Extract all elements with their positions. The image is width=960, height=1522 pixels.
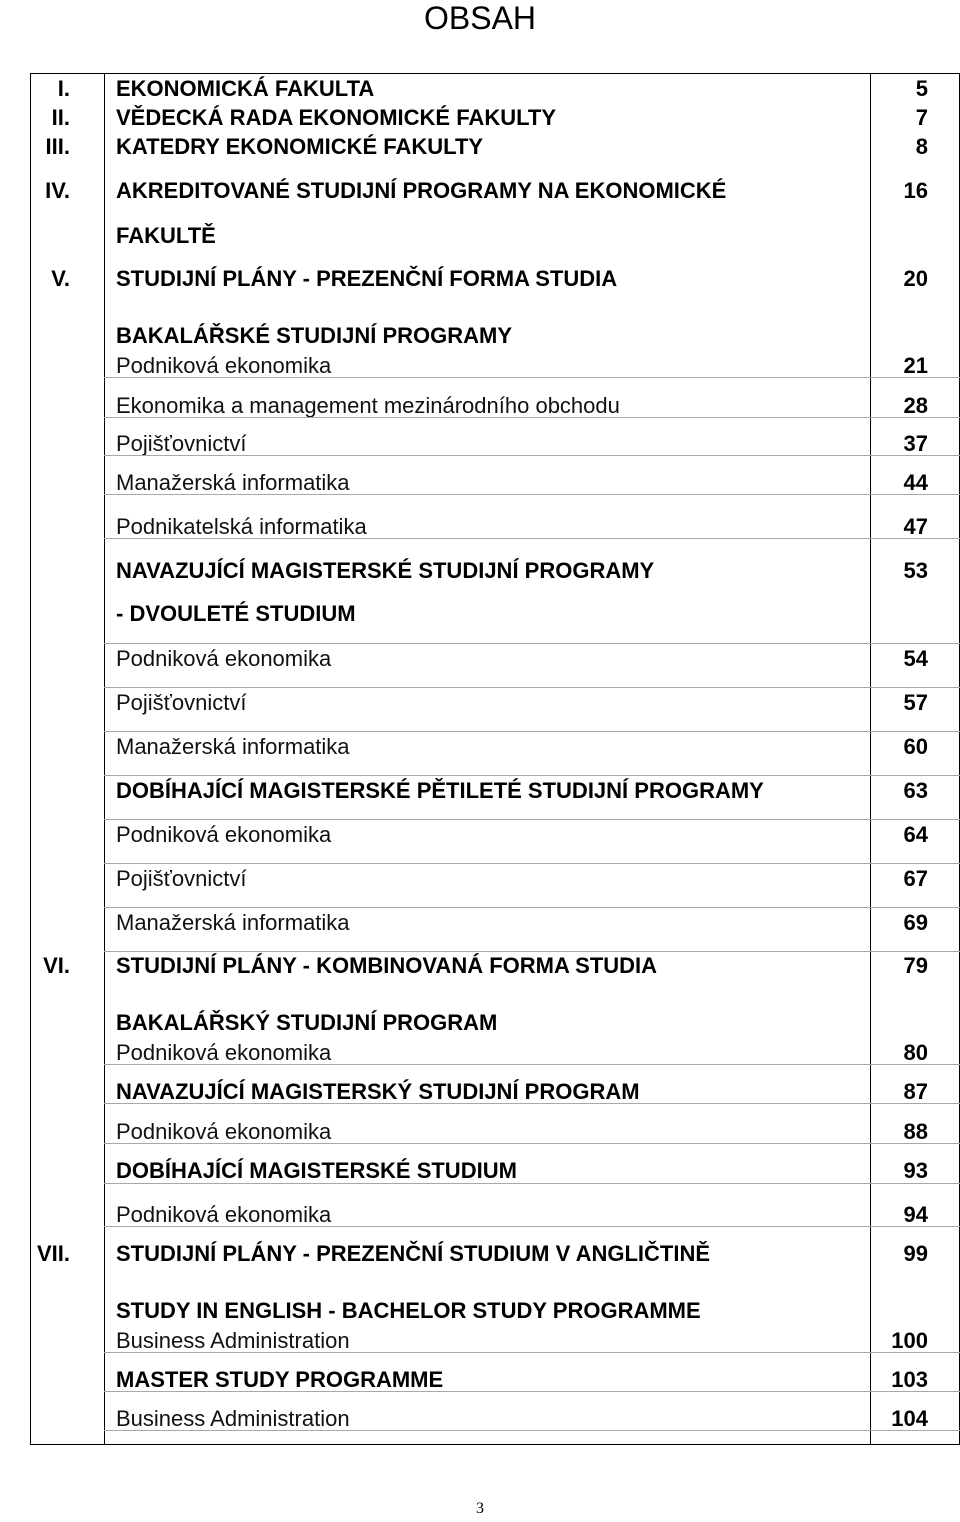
toc-entry-label: Business Administration bbox=[116, 1328, 350, 1353]
toc-entry-number: VII. bbox=[36, 1241, 70, 1266]
toc-entry-label: Manažerská informatika bbox=[116, 734, 350, 759]
toc-entry-label: Podniková ekonomika bbox=[116, 1040, 332, 1065]
toc-entry-page: 99 bbox=[903, 1241, 928, 1266]
toc-entry-label: BAKALÁŘSKÉ STUDIJNÍ PROGRAMY bbox=[116, 323, 513, 348]
row-divider bbox=[104, 1391, 960, 1392]
toc-entry-page: 79 bbox=[903, 953, 928, 978]
row-divider bbox=[104, 951, 960, 952]
toc-entry-page: 16 bbox=[903, 178, 928, 203]
toc-entry-page: 93 bbox=[903, 1158, 928, 1183]
toc-entry-label: Manažerská informatika bbox=[116, 470, 350, 495]
toc-entry-page: 44 bbox=[903, 470, 928, 495]
toc-entry-page: 7 bbox=[915, 105, 928, 130]
toc-entry-number: II. bbox=[51, 105, 70, 130]
toc-entry-page: 5 bbox=[915, 76, 928, 101]
toc-entry-page: 21 bbox=[903, 353, 928, 378]
page-number: 3 bbox=[476, 1500, 484, 1517]
toc-entry-label: BAKALÁŘSKÝ STUDIJNÍ PROGRAM bbox=[116, 1010, 498, 1035]
toc-entry-label: Pojišťovnictví bbox=[116, 431, 247, 456]
row-divider bbox=[104, 1064, 960, 1065]
toc-entry-page: 47 bbox=[903, 514, 928, 539]
toc-entry-label: NAVAZUJÍCÍ MAGISTERSKÉ STUDIJNÍ PROGRAMY bbox=[116, 558, 655, 583]
row-divider bbox=[104, 863, 960, 864]
toc-entry-page: 60 bbox=[903, 734, 928, 759]
toc-entry-page: 103 bbox=[891, 1367, 928, 1392]
row-divider bbox=[104, 1352, 960, 1353]
toc-entry-label: KATEDRY EKONOMICKÉ FAKULTY bbox=[116, 134, 484, 159]
toc-entry-label: FAKULTĚ bbox=[116, 223, 216, 248]
row-divider bbox=[104, 731, 960, 732]
row-divider bbox=[104, 1103, 960, 1104]
toc-entry-page: 67 bbox=[903, 866, 928, 891]
row-divider bbox=[104, 643, 960, 644]
toc-entry-page: 104 bbox=[891, 1406, 928, 1431]
row-divider bbox=[104, 687, 960, 688]
toc-entry-page: 87 bbox=[903, 1079, 928, 1104]
toc-entry-page: 63 bbox=[903, 778, 928, 803]
row-divider bbox=[104, 907, 960, 908]
toc-entry-label: NAVAZUJÍCÍ MAGISTERSKÝ STUDIJNÍ PROGRAM bbox=[116, 1079, 640, 1104]
toc-entry-label: DOBÍHAJÍCÍ MAGISTERSKÉ STUDIUM bbox=[116, 1158, 517, 1183]
toc-entry-label: Pojišťovnictví bbox=[116, 866, 247, 891]
row-divider bbox=[104, 1226, 960, 1227]
toc-entry-page: 54 bbox=[903, 646, 928, 671]
toc-entry-page: 64 bbox=[903, 822, 928, 847]
toc-entry-label: STUDIJNÍ PLÁNY - PREZENČNÍ FORMA STUDIA bbox=[116, 266, 618, 291]
row-divider bbox=[104, 377, 960, 378]
toc-entry-label: Podniková ekonomika bbox=[116, 353, 332, 378]
toc-entry-number: III. bbox=[45, 134, 70, 159]
table-of-contents bbox=[30, 73, 960, 1445]
toc-entry-number: IV. bbox=[45, 178, 70, 203]
row-divider bbox=[104, 1143, 960, 1144]
toc-entry-label: STUDIJNÍ PLÁNY - KOMBINOVANÁ FORMA STUDIA bbox=[116, 953, 658, 978]
row-divider bbox=[104, 775, 960, 776]
toc-entry-label: VĚDECKÁ RADA EKONOMICKÉ FAKULTY bbox=[116, 105, 557, 130]
toc-entry-label: Podniková ekonomika bbox=[116, 1202, 332, 1227]
row-divider bbox=[104, 1183, 960, 1184]
toc-entry-number: V. bbox=[51, 266, 70, 291]
row-divider bbox=[104, 417, 960, 418]
toc-entry-label: DOBÍHAJÍCÍ MAGISTERSKÉ PĚTILETÉ STUDIJNÍ PROGRAMY bbox=[116, 778, 764, 803]
toc-entry-page: 88 bbox=[903, 1119, 928, 1144]
toc-entry-label: STUDIJNÍ PLÁNY - PREZENČNÍ STUDIUM V ANGLIČTINĚ bbox=[116, 1241, 711, 1266]
row-divider bbox=[104, 1430, 960, 1431]
toc-entry-page: 57 bbox=[903, 690, 928, 715]
toc-entry-page: 80 bbox=[903, 1040, 928, 1065]
toc-entry-number: I. bbox=[57, 76, 70, 101]
toc-entry-page: 94 bbox=[903, 1202, 928, 1227]
toc-entry-label: Manažerská informatika bbox=[116, 910, 350, 935]
row-divider bbox=[104, 538, 960, 539]
toc-entry-label: Pojišťovnictví bbox=[116, 690, 247, 715]
toc-entry-label: EKONOMICKÁ FAKULTA bbox=[116, 76, 375, 101]
column-divider-left bbox=[104, 73, 105, 1445]
column-divider-right bbox=[870, 73, 871, 1445]
toc-entry-number: VI. bbox=[43, 953, 70, 978]
toc-entry-page: 69 bbox=[903, 910, 928, 935]
row-divider bbox=[104, 455, 960, 456]
toc-entry-label: Podnikatelská informatika bbox=[116, 514, 367, 539]
row-divider bbox=[104, 494, 960, 495]
toc-entry-label: MASTER STUDY PROGRAMME bbox=[116, 1367, 444, 1392]
toc-entry-page: 37 bbox=[903, 431, 928, 456]
toc-entry-label: Podniková ekonomika bbox=[116, 646, 332, 671]
row-divider bbox=[104, 819, 960, 820]
toc-entry-page: 20 bbox=[903, 266, 928, 291]
toc-entry-label: Podniková ekonomika bbox=[116, 1119, 332, 1144]
toc-entry-label: STUDY IN ENGLISH - BACHELOR STUDY PROGRAMME bbox=[116, 1298, 701, 1323]
page-title: OBSAH bbox=[423, 0, 537, 36]
toc-entry-label: Business Administration bbox=[116, 1406, 350, 1431]
toc-entry-page: 100 bbox=[891, 1328, 928, 1353]
toc-entry-label: Ekonomika a management mezinárodního obchodu bbox=[116, 393, 620, 418]
toc-entry-page: 28 bbox=[903, 393, 928, 418]
toc-entry-label: Podniková ekonomika bbox=[116, 822, 332, 847]
toc-entry-label: AKREDITOVANÉ STUDIJNÍ PROGRAMY NA EKONOMICKÉ bbox=[116, 178, 727, 203]
toc-entry-label: - DVOULETÉ STUDIUM bbox=[116, 601, 356, 626]
toc-entry-page: 8 bbox=[915, 134, 928, 159]
toc-entry-page: 53 bbox=[903, 558, 928, 583]
